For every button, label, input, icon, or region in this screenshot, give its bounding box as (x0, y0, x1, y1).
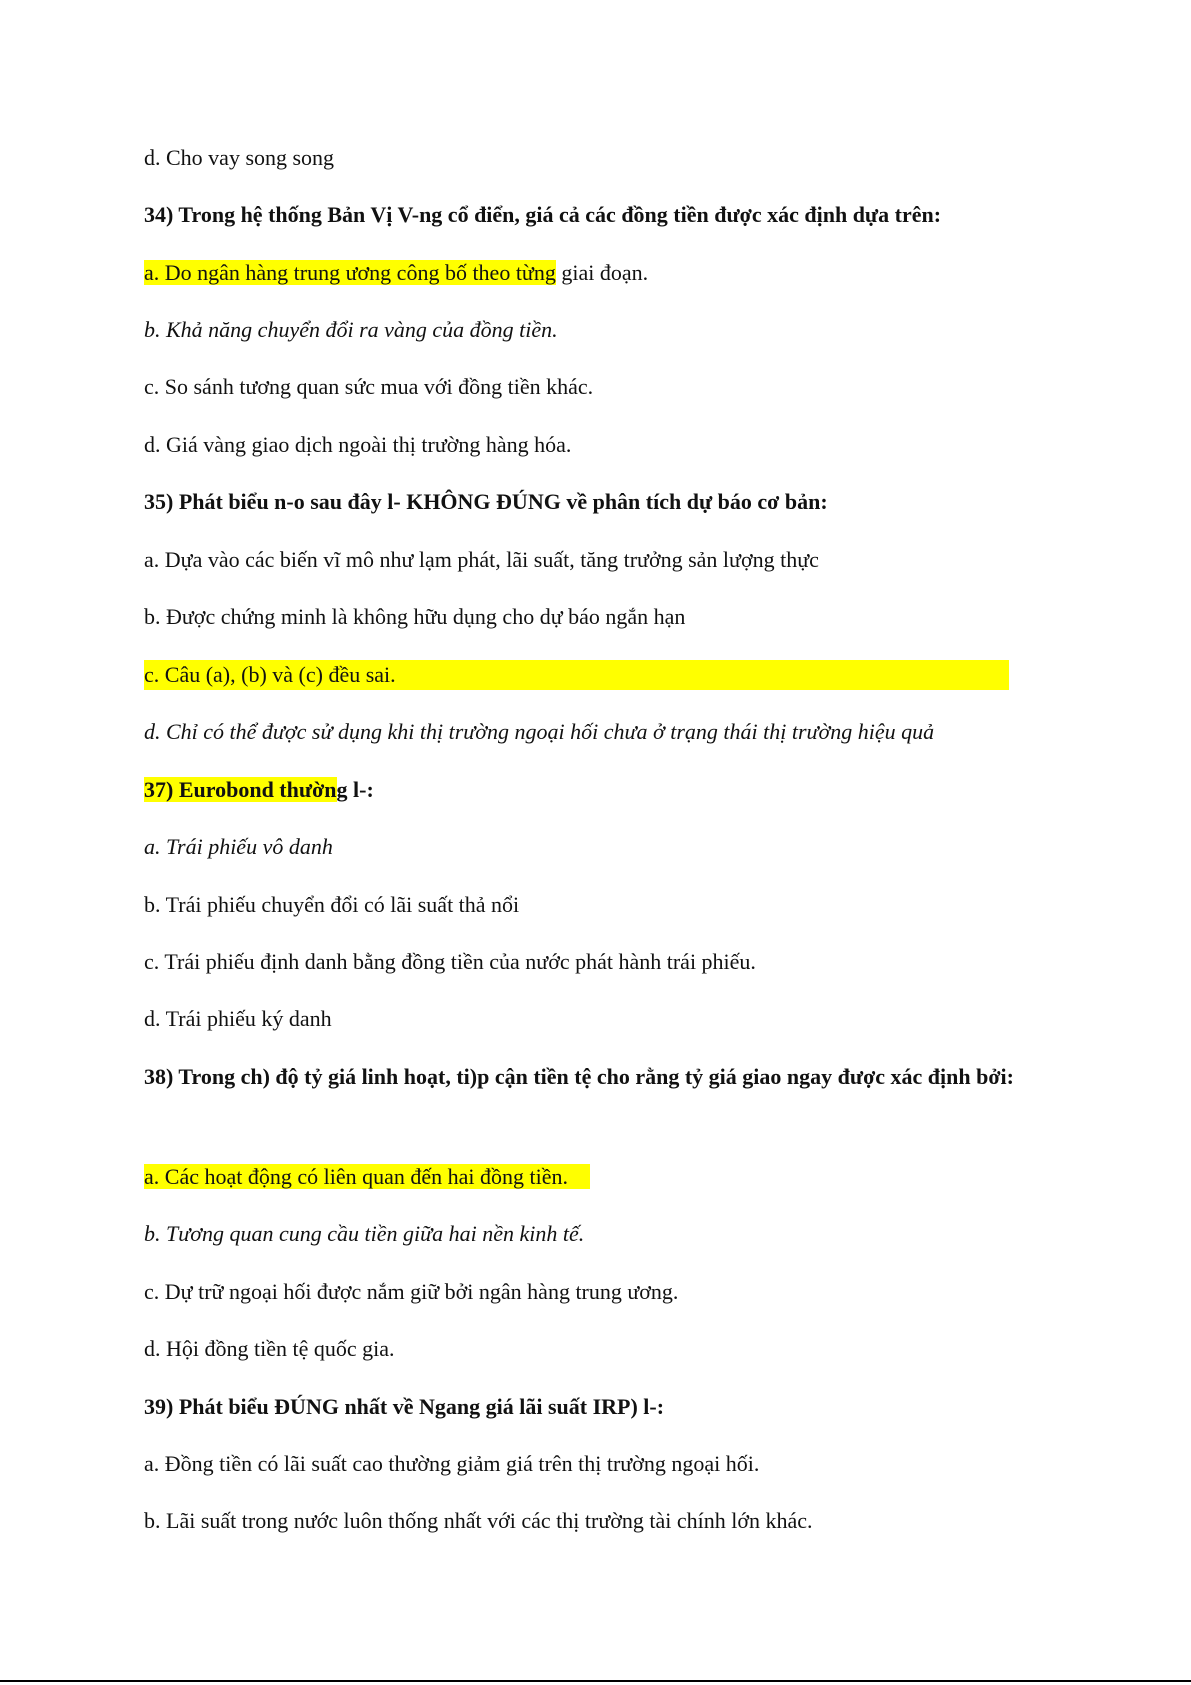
question-34-option-a (144, 258, 648, 288)
question-34-option-d: d. Giá vàng giao dịch ngoài thị trường hàng hóa. (144, 432, 572, 457)
page-bottom-rule (0, 1680, 1191, 1682)
question-34: 34) Trong hệ thống Bản Vị V-ng cổ điển, giá cả các đồng tiền được xác định dựa trên: (144, 202, 942, 227)
highlighted-answer: a. Các hoạt động có liên quan đến hai đồng tiền. (144, 1164, 590, 1189)
question-37-option-b: b. Trái phiếu chuyển đổi có lãi suất thả nổi (144, 892, 520, 917)
question-37-option-a: a. Trái phiếu vô danh (144, 834, 333, 859)
question-34-option-b: b. Khả năng chuyển đổi ra vàng của đồng tiền. (144, 317, 558, 342)
question-35-option-b: b. Được chứng minh là không hữu dụng cho dự báo ngắn hạn (144, 604, 686, 629)
question-34-option-c: c. So sánh tương quan sức mua với đồng tiền khác. (144, 374, 594, 399)
option-text: giai đoạn. (555, 260, 649, 285)
question-38: 38) Trong ch) độ tỷ giá linh hoạt, ti)p cận tiền tệ cho rằng tỷ giá giao ngay được xác định bởi: (144, 1064, 1014, 1089)
question-38-option-a (144, 1162, 590, 1192)
question-35-option-d: d. Chỉ có thể được sử dụng khi thị trường ngoại hối chưa ở trạng thái thị trường hiệu quả (144, 719, 935, 744)
question-37-option-d: d. Trái phiếu ký danh (144, 1006, 332, 1031)
question-39-option-a: a. Đồng tiền có lãi suất cao thường giảm giá trên thị trường ngoại hối. (144, 1451, 760, 1476)
question-37-option-c: c. Trái phiếu định danh bằng đồng tiền của nước phát hành trái phiếu. (144, 949, 756, 974)
question-35-option-c: c. Câu (a), (b) và (c) đều sai. (144, 660, 1009, 690)
highlighted-answer: a. Do ngân hàng trung ương công bố theo từng (144, 260, 556, 285)
question-38-option-d: d. Hội đồng tiền tệ quốc gia. (144, 1336, 395, 1361)
question-39: 39) Phát biểu ĐÚNG nhất về Ngang giá lãi suất IRP) l-: (144, 1394, 665, 1419)
question-text: g l-: (336, 777, 374, 802)
question-38-option-b: b. Tương quan cung cầu tiền giữa hai nền kinh tế. (144, 1221, 585, 1246)
highlighted-question: 37) Eurobond thườn (144, 777, 337, 802)
question-39-option-b: b. Lãi suất trong nước luôn thống nhất với các thị trường tài chính lớn khác. (144, 1508, 813, 1533)
question-38-option-c: c. Dự trữ ngoại hối được nắm giữ bởi ngân hàng trung ương. (144, 1279, 679, 1304)
question-37 (144, 775, 374, 805)
question-35-option-a: a. Dựa vào các biến vĩ mô như lạm phát, lãi suất, tăng trưởng sản lượng thực (144, 547, 819, 572)
option-text: d. Cho vay song song (144, 145, 335, 170)
question-35: 35) Phát biểu n-o sau đây l- KHÔNG ĐÚNG về phân tích dự báo cơ bản: (144, 489, 828, 514)
